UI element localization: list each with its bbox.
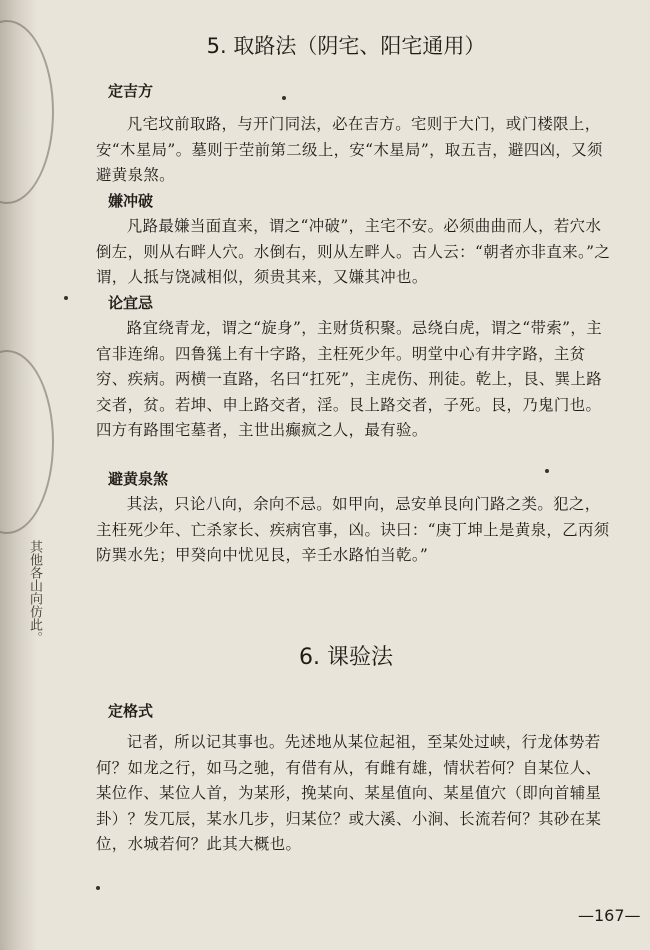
compass-diagram-edge-bottom (0, 350, 54, 534)
section5-paragraph-3: 路宜绕青龙，谓之“旋身”，主财货积聚。忌绕白虎，谓之“带索”，主官非连绵。四鲁獇上有十字路，主枉死少年。明堂中心有井字路，主贫穷、疾病。两横一直路，名曰“扛死”，主虎伤、刑徒。乾上，艮、巽上路交者，贫。若坤、申上路交者，淫。艮上路交者，子死。艮，乃鬼门也。四方有路围宅墓者，主世出癫疯之人，最有验。 (96, 319, 603, 440)
section5-heading-4: 避黄泉煞 (108, 470, 169, 488)
section6-title: 6. 课验法 (299, 645, 393, 670)
section5-heading-2: 嫌冲破 (108, 192, 154, 210)
print-speck (64, 296, 68, 300)
section5-heading-3: 论宜忌 (108, 294, 154, 312)
section6-heading-1: 定格式 (108, 702, 154, 720)
print-speck (545, 469, 549, 473)
section5-paragraph-2: 凡路最嫌当面直来，谓之“冲破”，主宅不安。必须曲曲而人，若穴水倒左，则从右畔人穴。水倒右，则从左畔人。古人云：“朝者亦非直来。”之谓，人抵与饶减相似，须贵其来，又嫌其冲也。 (96, 217, 611, 287)
section5-title: 5. 取路法（阴宅、阳宅通用） (206, 34, 486, 58)
print-speck (282, 96, 286, 100)
page-number: —167— (578, 906, 641, 925)
section6-paragraph-1: 记者，所以记其事也。先述地从某位起祖，至某处过峡，行龙体势若何？如龙之行，如马之驰，有借有从，有雌有雄，情状若何？自某位人、某位作、某位人首，为某形，挽某向、某星值向、某星值穴（即向首辅星卦）？发兀辰，某水几步，归某位？或大溪、小涧、长流若何？其砂在某位，水城若何？此其大概也。 (96, 733, 602, 854)
print-speck (96, 886, 100, 890)
section5-heading-1: 定吉方 (108, 82, 154, 100)
section5-paragraph-1: 凡宅坟前取路，与开门同法，必在吉方。宅则于大门，或门楼限上，安“木星局”。墓则于茔前第二级上，安“木星局”，取五吉，避四凶，又须避黄泉煞。 (96, 115, 603, 185)
section5-paragraph-4: 其法，只论八向，余向不忌。如甲向，忌安单艮向门路之类。犯之，主枉死少年、亡杀家长、疾病官事，凶。诀曰：“庚丁坤上是黄泉，乙丙须防巽水先；甲癸向中忧见艮，辛壬水路怕当乾。” (96, 495, 610, 565)
compass-diagram-edge-top (0, 20, 54, 204)
side-note: 其他各山向仿此。 (27, 540, 42, 644)
